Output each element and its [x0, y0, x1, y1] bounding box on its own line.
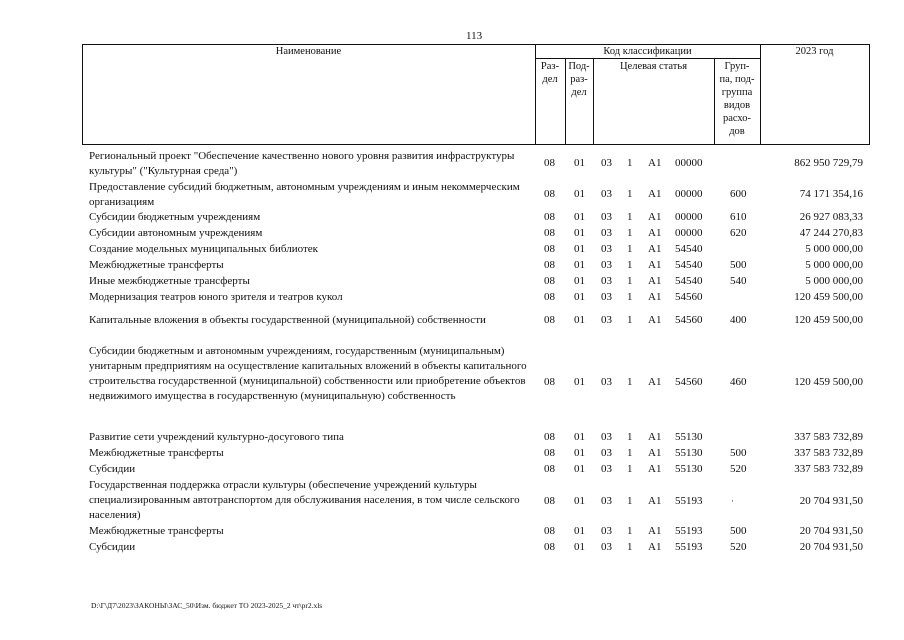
- file-path-footer: D:\Г\Д7\2023\ЗАКОНЫ\ЗАС_50\Изм. бюджет ТО 2023-2025_2 чт\pr2.xls: [91, 601, 323, 610]
- amount-cell: 74 171 354,16: [799, 188, 863, 200]
- razdel-cell: 08: [544, 525, 555, 537]
- razdel-cell: 08: [544, 211, 555, 223]
- group-cell: 610: [730, 211, 747, 223]
- podrazdel-cell: 01: [574, 541, 585, 553]
- target-part-2: 1: [627, 227, 633, 239]
- target-part-3: A1: [648, 376, 662, 388]
- group-cell: 500: [730, 447, 747, 459]
- amount-cell: 5 000 000,00: [805, 243, 863, 255]
- razdel-cell: 08: [544, 314, 555, 326]
- header-target-article: Целевая статья: [619, 61, 688, 72]
- target-part-3: A1: [648, 314, 662, 326]
- target-part-4: 55130: [675, 447, 703, 459]
- podrazdel-cell: 01: [574, 157, 585, 169]
- target-part-2: 1: [627, 157, 633, 169]
- row-name: Региональный проект "Обеспечение качественно нового уровня развития инфраструктуры культуры" ("Культурная среда"): [89, 150, 515, 177]
- target-part-4: 00000: [675, 188, 703, 200]
- target-part-4: 00000: [675, 157, 703, 169]
- group-cell: 400: [730, 314, 747, 326]
- target-part-1: 03: [601, 157, 612, 169]
- target-part-3: A1: [648, 463, 662, 475]
- target-part-2: 1: [627, 314, 633, 326]
- podrazdel-cell: 01: [574, 259, 585, 271]
- target-part-4: 54540: [675, 243, 703, 255]
- razdel-cell: 08: [544, 495, 555, 507]
- row-name: Предоставление субсидий бюджетным, автономным учреждениям и иным некоммерческим организациям: [89, 181, 520, 208]
- row-name: Субсидии: [89, 541, 136, 553]
- group-cell: 500: [730, 525, 747, 537]
- target-part-4: 54540: [675, 275, 703, 287]
- target-part-1: 03: [601, 291, 612, 303]
- razdel-cell: 08: [544, 291, 555, 303]
- target-part-3: A1: [648, 188, 662, 200]
- target-part-1: 03: [601, 259, 612, 271]
- target-part-4: 55130: [675, 463, 703, 475]
- target-part-2: 1: [627, 291, 633, 303]
- group-cell: 540: [730, 275, 747, 287]
- target-part-2: 1: [627, 495, 633, 507]
- target-part-1: 03: [601, 447, 612, 459]
- target-part-4: 55130: [675, 431, 703, 443]
- amount-cell: 20 704 931,50: [799, 495, 863, 507]
- header-code-classification: Код классификации: [603, 46, 692, 57]
- target-part-3: A1: [648, 431, 662, 443]
- target-part-3: A1: [648, 495, 662, 507]
- target-part-3: A1: [648, 157, 662, 169]
- target-part-1: 03: [601, 227, 612, 239]
- target-part-2: 1: [627, 243, 633, 255]
- target-part-4: 54540: [675, 259, 703, 271]
- row-name: Иные межбюджетные трансферты: [89, 275, 250, 287]
- razdel-cell: 08: [544, 243, 555, 255]
- target-part-3: A1: [648, 541, 662, 553]
- amount-cell: 20 704 931,50: [799, 525, 863, 537]
- target-part-3: A1: [648, 291, 662, 303]
- amount-cell: 20 704 931,50: [799, 541, 863, 553]
- target-part-4: 54560: [675, 314, 703, 326]
- amount-cell: 337 583 732,89: [794, 463, 863, 475]
- razdel-cell: 08: [544, 188, 555, 200]
- target-part-3: A1: [648, 275, 662, 287]
- razdel-cell: 08: [544, 227, 555, 239]
- razdel-cell: 08: [544, 541, 555, 553]
- target-part-4: 00000: [675, 227, 703, 239]
- row-name: Развитие сети учреждений культурно-досугового типа: [89, 431, 344, 443]
- row-name: Межбюджетные трансферты: [89, 525, 224, 537]
- row-name: Субсидии бюджетным учреждениям: [89, 211, 261, 223]
- page-number: 113: [466, 30, 483, 42]
- target-part-2: 1: [627, 376, 633, 388]
- podrazdel-cell: 01: [574, 243, 585, 255]
- target-part-1: 03: [601, 431, 612, 443]
- amount-cell: 120 459 500,00: [794, 376, 863, 388]
- amount-cell: 337 583 732,89: [794, 447, 863, 459]
- podrazdel-cell: 01: [574, 291, 585, 303]
- row-name: Межбюджетные трансферты: [89, 447, 224, 459]
- target-part-4: 54560: [675, 291, 703, 303]
- amount-cell: 862 950 729,79: [794, 157, 863, 169]
- target-part-1: 03: [601, 463, 612, 475]
- target-part-4: 55193: [675, 525, 703, 537]
- row-name: Субсидии бюджетным и автономным учреждениям, государственным (муниципальным) унитарным предприятиям на осуществление капитальных вложений в объекты капитального строительства государственной (муниципальной) собственности или приобретение объектов недвижимого имущества в государственную (муниципальную) собственность: [89, 345, 527, 402]
- amount-cell: 337 583 732,89: [794, 431, 863, 443]
- target-part-1: 03: [601, 541, 612, 553]
- target-part-2: 1: [627, 259, 633, 271]
- target-part-1: 03: [601, 211, 612, 223]
- target-part-4: 54560: [675, 376, 703, 388]
- row-name: Субсидии автономным учреждениям: [89, 227, 263, 239]
- target-part-1: 03: [601, 495, 612, 507]
- target-part-2: 1: [627, 447, 633, 459]
- group-cell: 460: [730, 376, 747, 388]
- podrazdel-cell: 01: [574, 495, 585, 507]
- row-name: Субсидии: [89, 463, 136, 475]
- podrazdel-cell: 01: [574, 431, 585, 443]
- razdel-cell: 08: [544, 157, 555, 169]
- podrazdel-cell: 01: [574, 463, 585, 475]
- target-part-2: 1: [627, 275, 633, 287]
- razdel-cell: 08: [544, 259, 555, 271]
- amount-cell: 120 459 500,00: [794, 314, 863, 326]
- target-part-2: 1: [627, 525, 633, 537]
- target-part-3: A1: [648, 211, 662, 223]
- target-part-1: 03: [601, 243, 612, 255]
- podrazdel-cell: 01: [574, 376, 585, 388]
- razdel-cell: 08: [544, 431, 555, 443]
- amount-cell: 5 000 000,00: [805, 259, 863, 271]
- target-part-2: 1: [627, 541, 633, 553]
- podrazdel-cell: 01: [574, 227, 585, 239]
- row-name: Государственная поддержка отрасли культуры (обеспечение учреждений культуры специализированным автотранспортом для обслуживания населения, в том числе сельского населения): [89, 479, 520, 521]
- target-part-2: 1: [627, 188, 633, 200]
- header-razdel: Раз- дел: [540, 61, 560, 85]
- empty-group-mark: ·: [731, 496, 734, 506]
- target-part-3: A1: [648, 447, 662, 459]
- razdel-cell: 08: [544, 376, 555, 388]
- podrazdel-cell: 01: [574, 447, 585, 459]
- header-group: Груп- па, под- группа видов расхо- дов: [719, 61, 755, 137]
- target-part-1: 03: [601, 275, 612, 287]
- target-part-2: 1: [627, 463, 633, 475]
- target-part-1: 03: [601, 376, 612, 388]
- row-name: Модернизация театров юного зрителя и театров кукол: [89, 291, 343, 303]
- razdel-cell: 08: [544, 463, 555, 475]
- target-part-3: A1: [648, 525, 662, 537]
- target-part-1: 03: [601, 314, 612, 326]
- podrazdel-cell: 01: [574, 275, 585, 287]
- table-header: [82, 44, 870, 145]
- target-part-1: 03: [601, 525, 612, 537]
- podrazdel-cell: 01: [574, 525, 585, 537]
- amount-cell: 5 000 000,00: [805, 275, 863, 287]
- amount-cell: 120 459 500,00: [794, 291, 863, 303]
- target-part-2: 1: [627, 211, 633, 223]
- target-part-4: 55193: [675, 541, 703, 553]
- row-name: Капитальные вложения в объекты государственной (муниципальной) собственности: [89, 314, 486, 326]
- group-cell: 520: [730, 463, 747, 475]
- razdel-cell: 08: [544, 447, 555, 459]
- amount-cell: 26 927 083,33: [799, 211, 863, 223]
- header-year: 2023 год: [795, 46, 834, 57]
- header-name: Наименование: [275, 46, 342, 57]
- row-name: Создание модельных муниципальных библиотек: [89, 243, 319, 255]
- row-name: Межбюджетные трансферты: [89, 259, 224, 271]
- razdel-cell: 08: [544, 275, 555, 287]
- amount-cell: 47 244 270,83: [799, 227, 863, 239]
- group-cell: 500: [730, 259, 747, 271]
- header-podrazdel: Под- раз- дел: [568, 61, 590, 98]
- target-part-3: A1: [648, 259, 662, 271]
- podrazdel-cell: 01: [574, 188, 585, 200]
- group-cell: 520: [730, 541, 747, 553]
- target-part-4: 00000: [675, 211, 703, 223]
- podrazdel-cell: 01: [574, 211, 585, 223]
- group-cell: 620: [730, 227, 747, 239]
- group-cell: 600: [730, 188, 747, 200]
- target-part-4: 55193: [675, 495, 703, 507]
- target-part-3: A1: [648, 243, 662, 255]
- target-part-1: 03: [601, 188, 612, 200]
- target-part-3: A1: [648, 227, 662, 239]
- podrazdel-cell: 01: [574, 314, 585, 326]
- target-part-2: 1: [627, 431, 633, 443]
